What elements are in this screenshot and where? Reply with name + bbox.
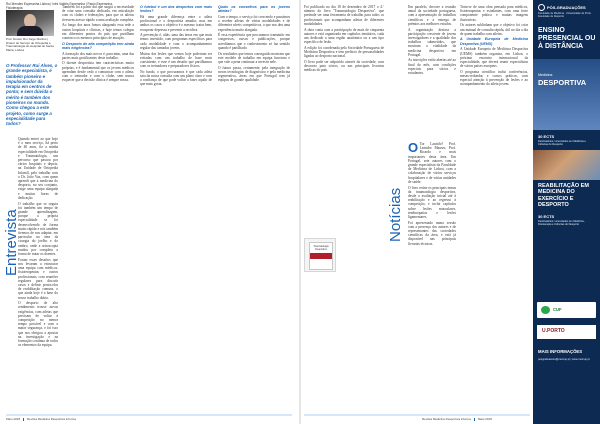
paragraph: Foram esses desafios que nos levaram a estruturar uma equipa com médicos, fisioterapeutas e outros profissionais, com reuniões regulares para discutir casos e definir protocolos de reabilitação comuns, o que ainda hoje é a base do nosso trabalho diário. [18,257,58,300]
ad-meta-1: Destinatários: Licenciados em Medicina e Ciências do Desporto [538,140,586,147]
paragraph: Os autores sublinham que o objetivo foi criar um manual de consulta rápida, útil no dia a dia de quem trabalha com atletas. [460,23,528,36]
paragraph: O livro pode ser adquirido através da sociedade, com desconto para sócios, ou nas principais livrarias médicas do país. [304,59,384,73]
news-column-1 [408,142,456,412]
article-column-3 [140,5,212,413]
logo-icon [538,4,545,11]
paragraph: A formação dos mais novos é, para mim, uma das partes mais gratificantes deste trabalho. [62,51,134,60]
paragraph: Foi apresentado numa sessão com a presença dos autores e de representantes das sociedades científicas da área, e está já disponível nas principais livrarias técnicas. [408,220,456,246]
footer-page-date: Maio 2018 [477,417,492,421]
paragraph: Trata-se de uma obra pensada para médicos, fisioterapeutas e estudantes, com uma forte componente prática e muitas imagens ilustrativas. [460,5,528,22]
sidebar-column [304,5,384,413]
page-gutter [299,0,301,424]
paragraph: Ao longo dos anos fomos alargando essa rede a outros hospitais e clínicas, e hoje temos colegas em diferentes pontos do país que partilham connosco os mesmos princípios de atuação. [62,23,134,40]
footer-separator [23,418,24,421]
paragraph: Tor Laurido? Prof. Leandro Mauser, Prof. Ricardo e mais importantes desta área. Em Portugal, sete autores com o grande especialista da Faculdade de Medicina de Lisboa, com a colaboração de vários serviços hospitalares e de várias unidades de saúde. [408,142,456,184]
ad-ects-1: 30 ECTS [538,134,555,139]
article-column-4 [218,5,290,413]
ad-ects-2: 30 ECTS [538,214,555,219]
portrait-body [17,26,43,36]
pull-question: O futebol é um dos desportos com mais lesões? [140,5,212,14]
footer-right [422,417,492,421]
article-header: Rui Mendes Esperanha Lisboa | Inês Valdés Esperanha | Paulo Esperanha, Fisioterapia [6,2,113,10]
paragraph: O futuro passa, certamente, pela integração de novas tecnologias de diagnóstico e pela medicina regenerativa, áreas em que Portugal tem já equipas de grande qualidade. [218,65,290,83]
footer-magazine-name: Revista Medicina Desportiva informa [27,417,76,421]
footer-page-date: Maio 2018 [6,417,21,421]
cuf-name: CUF [553,307,562,312]
paragraph: As inscrições estão abertas até ao final do mês, com condições especiais para sócios e estudantes. [408,58,456,76]
footer-magazine-name: Revista Medicina Desportiva informa [422,417,471,421]
news-subheading: A Unidade Europeia de Medicina Desportiva (UEMS) [460,37,528,46]
footer-separator [474,418,475,421]
paragraph: Quando entrei ao que hoje é o meu serviço, há perto de 40 anos, fiz a minha especialidade em Ortopedia e Traumatologia, um percurso que passou por vários hospitais e depois, na Unidade de Ortopedia Infantil, pelo trabalho com o Dr. João Vaz, com quem aprendi que a medicina do desporto, no seu conjunto, exige uma equipa alargada e muitas horas de dedicação. [18,137,58,200]
ad-logo-row [538,4,586,11]
pull-question: O Desporto de alta competição tem ainda mais exigências? [62,41,134,50]
paragraph: A obra conta com a participação de mais de cinquenta autores e está organizada em capítulos temáticos, cada um dedicado a uma região anatómica ou a um tipo específico de lesão. [304,27,384,45]
article-column-2 [62,5,134,413]
portrait-photo [6,10,54,36]
left-page [0,0,298,424]
paragraph: A prevenção é, aliás, uma das áreas em que mais temos investido, com programas específicos para cada modalidade e com o acompanhamento regular das camadas jovens. [140,33,212,50]
ad-subtitle: Faculdade de Medicina · Universidade do Porto · Faculdade de Desporto [538,12,593,18]
paragraph: Os resultados que temos conseguido mostram que este modelo de trabalho em equipa funciona e que vale a pena continuar a investir nele. [218,51,290,64]
paragraph: A edição foi coordenada pela Sociedade Portuguesa de Medicina Desportiva e tem prefácio de personalidades ligadas ao desporto nacional. [304,45,384,59]
pull-question: Quais os conselhos para os jovens atletas? [218,5,290,14]
ad-headline-2: REABILITAÇÃO EM MEDICINA DO EXERCÍCIO E DESPORTO [538,183,589,209]
drop-cap: O [408,142,419,155]
ad-band-label: Medicina [538,73,553,77]
right-page [302,0,600,424]
section-label-entrevista: Entrevista [3,209,20,276]
paragraph: Muitas das lesões que vemos hoje poderiam ser evitadas com um trabalho de base mais consistente, e esse é um desafio que partilhamos com os treinadores e preparadores físicos. [140,51,212,69]
paragraph: A organização destaca a participação crescente de jovens investigadores e a qualidade dos trabalhos submetidos, que mostram a vitalidade da medicina desportiva em Portugal. [408,27,456,57]
ad-band [533,59,600,130]
book-cover-band [310,253,332,259]
article-column-1 [18,137,58,413]
advertisement-panel[interactable] [533,0,600,424]
paragraph: O trabalho que se seguiu foi também um tempo de grande aprendizagem, porque a própria especialidade se foi desenvolvendo de forma muito rápida e nós também tivemos de nos adaptar, em particular na área da cirurgia do joelho e do ombro, onde a artroscopia mudou por completo a forma de tratar os doentes. [18,201,58,256]
news-column-2 [460,5,528,413]
cuf-logo-icon [541,306,550,314]
ad-contact[interactable]: posgraduacoes@med.up.pt | www.med.up.pt [538,358,590,361]
ad-more-info: MAIS INFORMAÇÕES [538,349,583,354]
footer-rule-left [6,414,292,416]
paragraph: O desporto de alto rendimento trouxe novas exigências, com atletas que precisam de voltar à competição no menor tempo possível e com a maior segurança, e foi isso que nos obrigou a apostar na investigação e na formação contínua de todos os elementos da equipa. [18,301,58,348]
paragraph: Com o tempo, o serviço foi crescendo e passámos a receber atletas de várias modalidades e de diferentes níveis competitivos, o que nos deu uma experiência muito alargada. [218,14,290,32]
paragraph: Também foi a partir daí que surgiu a necessidade de criar uma consulta dedicada, em articulação com os clubes e federações, para que os atletas tivessem acesso rápido a uma avaliação completa. [62,5,134,22]
footer-left [6,417,76,421]
ad-meta-2: Destinatários: Licenciados em Medicina, Fisioterapia e Ciências do Desporto [538,220,585,227]
paragraph: O livro reúne os principais temas da traumatologia desportiva, desde a avaliação inicial até à reabilitação e ao regresso à competição, e inclui capítulos sobre lesões musculares, tendinopatias e lesões ligamentares. [408,185,456,219]
ad-logo: PÓS-GRADUAÇÕES [547,5,586,10]
paragraph: No fundo, o que procuramos é que cada atleta saia da nossa consulta com um plano claro e com a confiança de que pode voltar a fazer aquilo de que mais gosta. [140,69,212,87]
ad-band-title: DESPORTIVA [538,78,587,87]
news-column-3 [408,5,456,137]
ad-photo [533,150,600,180]
ad-headline: ENSINO PRESENCIAL OU À DISTÂNCIA [538,27,596,50]
book-cover-image [304,238,336,272]
partner-logo-uporto [537,325,596,339]
paragraph: Em paralelo, decorre a reunião anual da sociedade portuguesa, com a apresentação de trabalhos científicos e a entrega de prémios aos melhores estudos. [408,5,456,26]
paragraph: Foi publicado no dia 18 de dezembro de 2017 o 4.º número do livro "Traumatologia Desportiva", que pretende ser uma ferramenta de trabalho para todos os profissionais que acompanham atletas de diferentes modalidades. [304,5,384,26]
paragraph: A Unidade Europeia de Medicina Desportiva (UEMS) também organiza, em Lisboa, o próximo encontro internacional da especialidade, que deverá reunir especialistas de vários países europeus. [460,47,528,69]
book-cover-title: Traumatologia Desportiva [313,245,329,251]
footer-rule-right [304,414,530,416]
partner-logo-cuf [537,302,596,318]
paragraph: É essa experiência que procuramos transmitir em congressos, cursos e publicações, porque acreditamos que o conhecimento só faz sentido quando é partilhado. [218,33,290,50]
section-label-noticias: Notícias [387,187,404,242]
paragraph: Há uma grande diferença entre o atleta profissional e o desportista amador, mas em ambos os casos o objetivo é o mesmo: tratar bem, recuperar depressa e prevenir a recidiva. [140,14,212,32]
uporto-name: U.PORTO [542,328,565,334]
paragraph: O programa científico inclui conferências, mesas-redondas e cursos práticos, com especial atenção à prevenção de lesões e ao acompanhamento do atleta jovem. [460,69,528,87]
lead-question: O Professor Rui Alves, o grande especialista, é também pioneiro e impulsionador da terapia em centros de ponta; e sem dúvida o mérito é também dos pioneiros no mundo. Como chegou a este projeto, como surge a especialidade para todos? [6,63,58,127]
book-cover [309,242,333,270]
portrait-caption: Prof. Doutor Rui Jorge Martins | Diretor do Serviço de Ortopedia e Traumatologia do Hospital de Santa Maria, Lisboa [6,37,54,52]
paragraph: O doente desportista tem características muito próprias, e é fundamental que os jovens médicos aprendam desde cedo a comunicar com o atleta, com o treinador e com o clube, sem nunca esquecer que a decisão clínica é sempre nossa. [62,61,134,83]
